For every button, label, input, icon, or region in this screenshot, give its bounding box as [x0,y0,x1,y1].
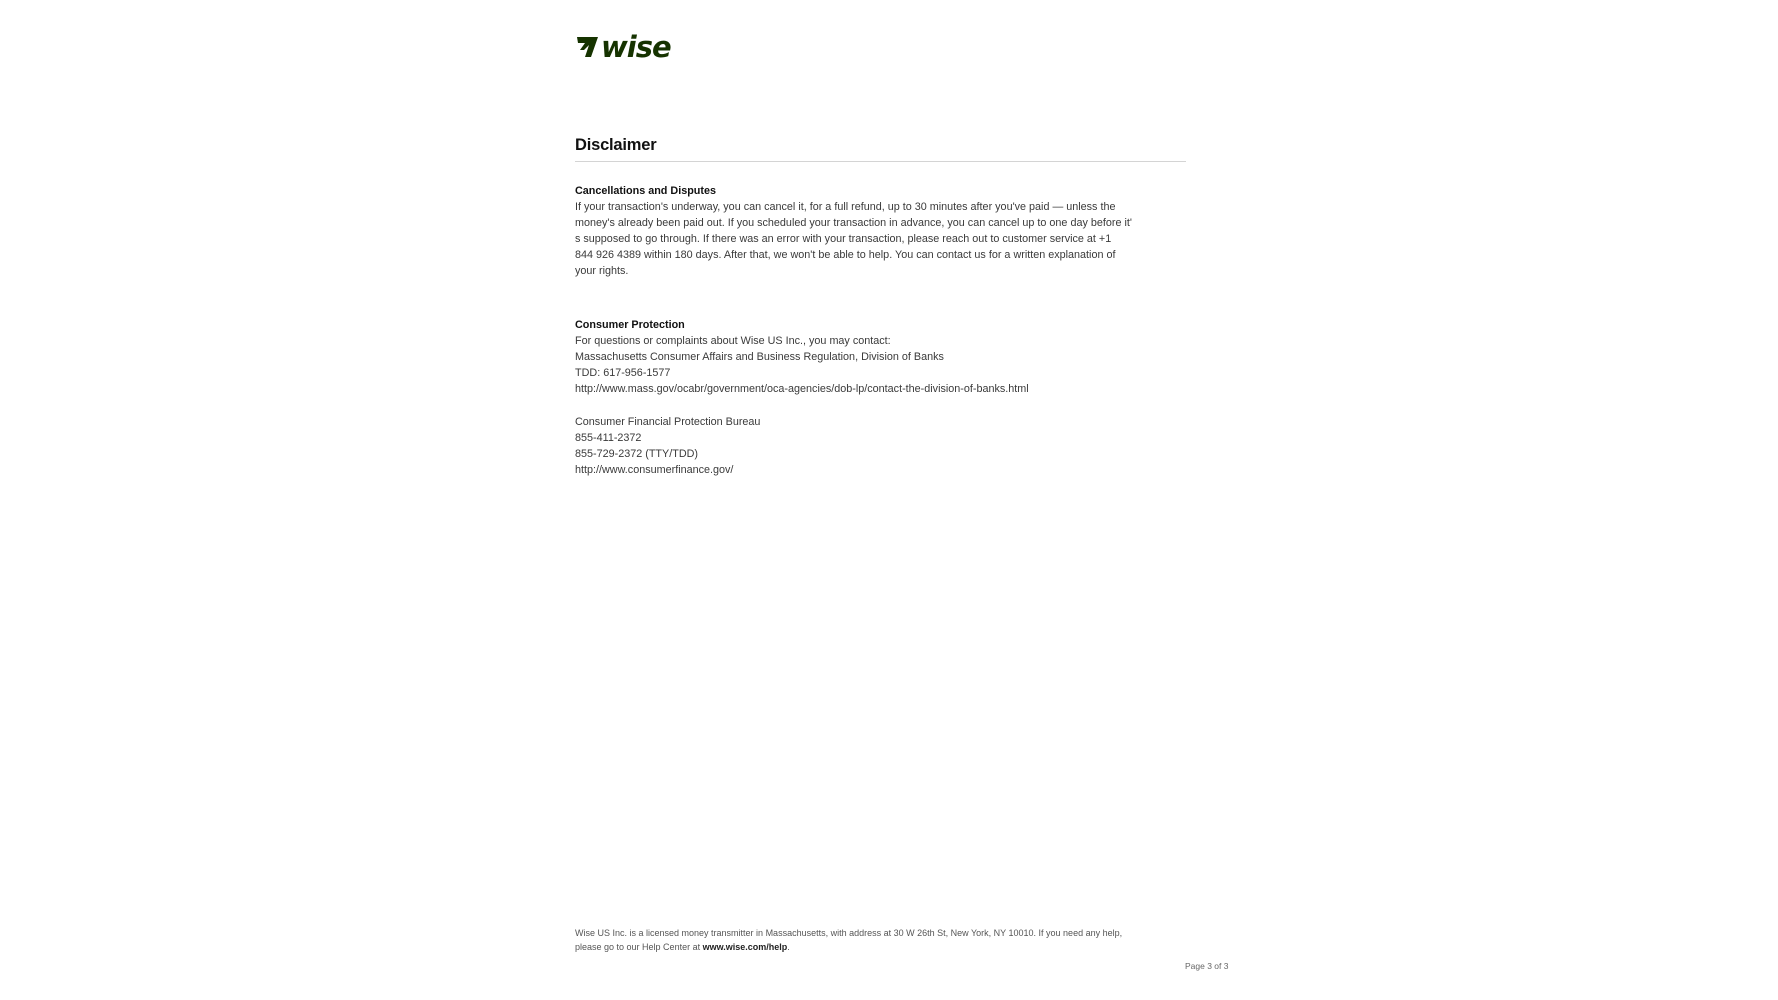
paragraph-line: If your transaction's underway, you can cancel it, for a full refund, up to 30 minutes after you've paid — unless the [575,201,1116,214]
page-number: Page 3 of 3 [1185,961,1229,971]
footer-text: . [787,941,790,952]
footer-line [575,941,1195,955]
wise-logo [575,30,671,64]
consumer-protection-section [575,317,1190,397]
footer-text: please go to our Help Center at [575,941,703,952]
title-divider [575,161,1186,162]
agency-tdd: TDD: 617-956-1577 [575,367,671,380]
paragraph-line: 844 926 4389 within 180 days. After that, we won't be able to help. You can contact us for a written explanation of [575,249,1116,262]
cfpb-url: http://www.consumerfinance.gov/ [575,464,734,477]
cfpb-tty: 855-729-2372 (TTY/TDD) [575,448,699,461]
help-center-link: www.wise.com/help [702,941,788,952]
agency-name: Massachusetts Consumer Affairs and Business Regulation, Division of Banks [575,351,944,364]
cfpb-name: Consumer Financial Protection Bureau [575,416,761,428]
paragraph-line: For questions or complaints about Wise US Inc., you may contact: [575,335,891,348]
paragraph-line: your rights. [575,265,629,278]
agency-url: http://www.mass.gov/ocabr/government/oca-agencies/dob-lp/contact-the-division-of-banks.html [575,383,1029,396]
footer-note [575,927,1195,954]
cfpb-phone: 855-411-2372 [575,432,642,445]
paragraph-line: s supposed to go through. If there was an error with your transaction, please reach out to customer service at +1 [575,233,1112,246]
paragraph-line: money's already been paid out. If you scheduled your transaction in advance, you can cancel up to one day before it' [575,217,1132,230]
section-heading: Cancellations and Disputes [575,185,716,197]
section-heading: Consumer Protection [575,319,685,331]
wise-wordmark: wise [601,30,671,64]
footer-line: Wise US Inc. is a licensed money transmitter in Massachusetts, with address at 30 W 26th St, New York, NY 10010. If you need any help, [575,928,1123,938]
wise-flag-icon [575,36,599,58]
page-title: Disclaimer [575,136,657,154]
cfpb-contact [575,414,1190,478]
cancellations-section [575,183,1190,280]
